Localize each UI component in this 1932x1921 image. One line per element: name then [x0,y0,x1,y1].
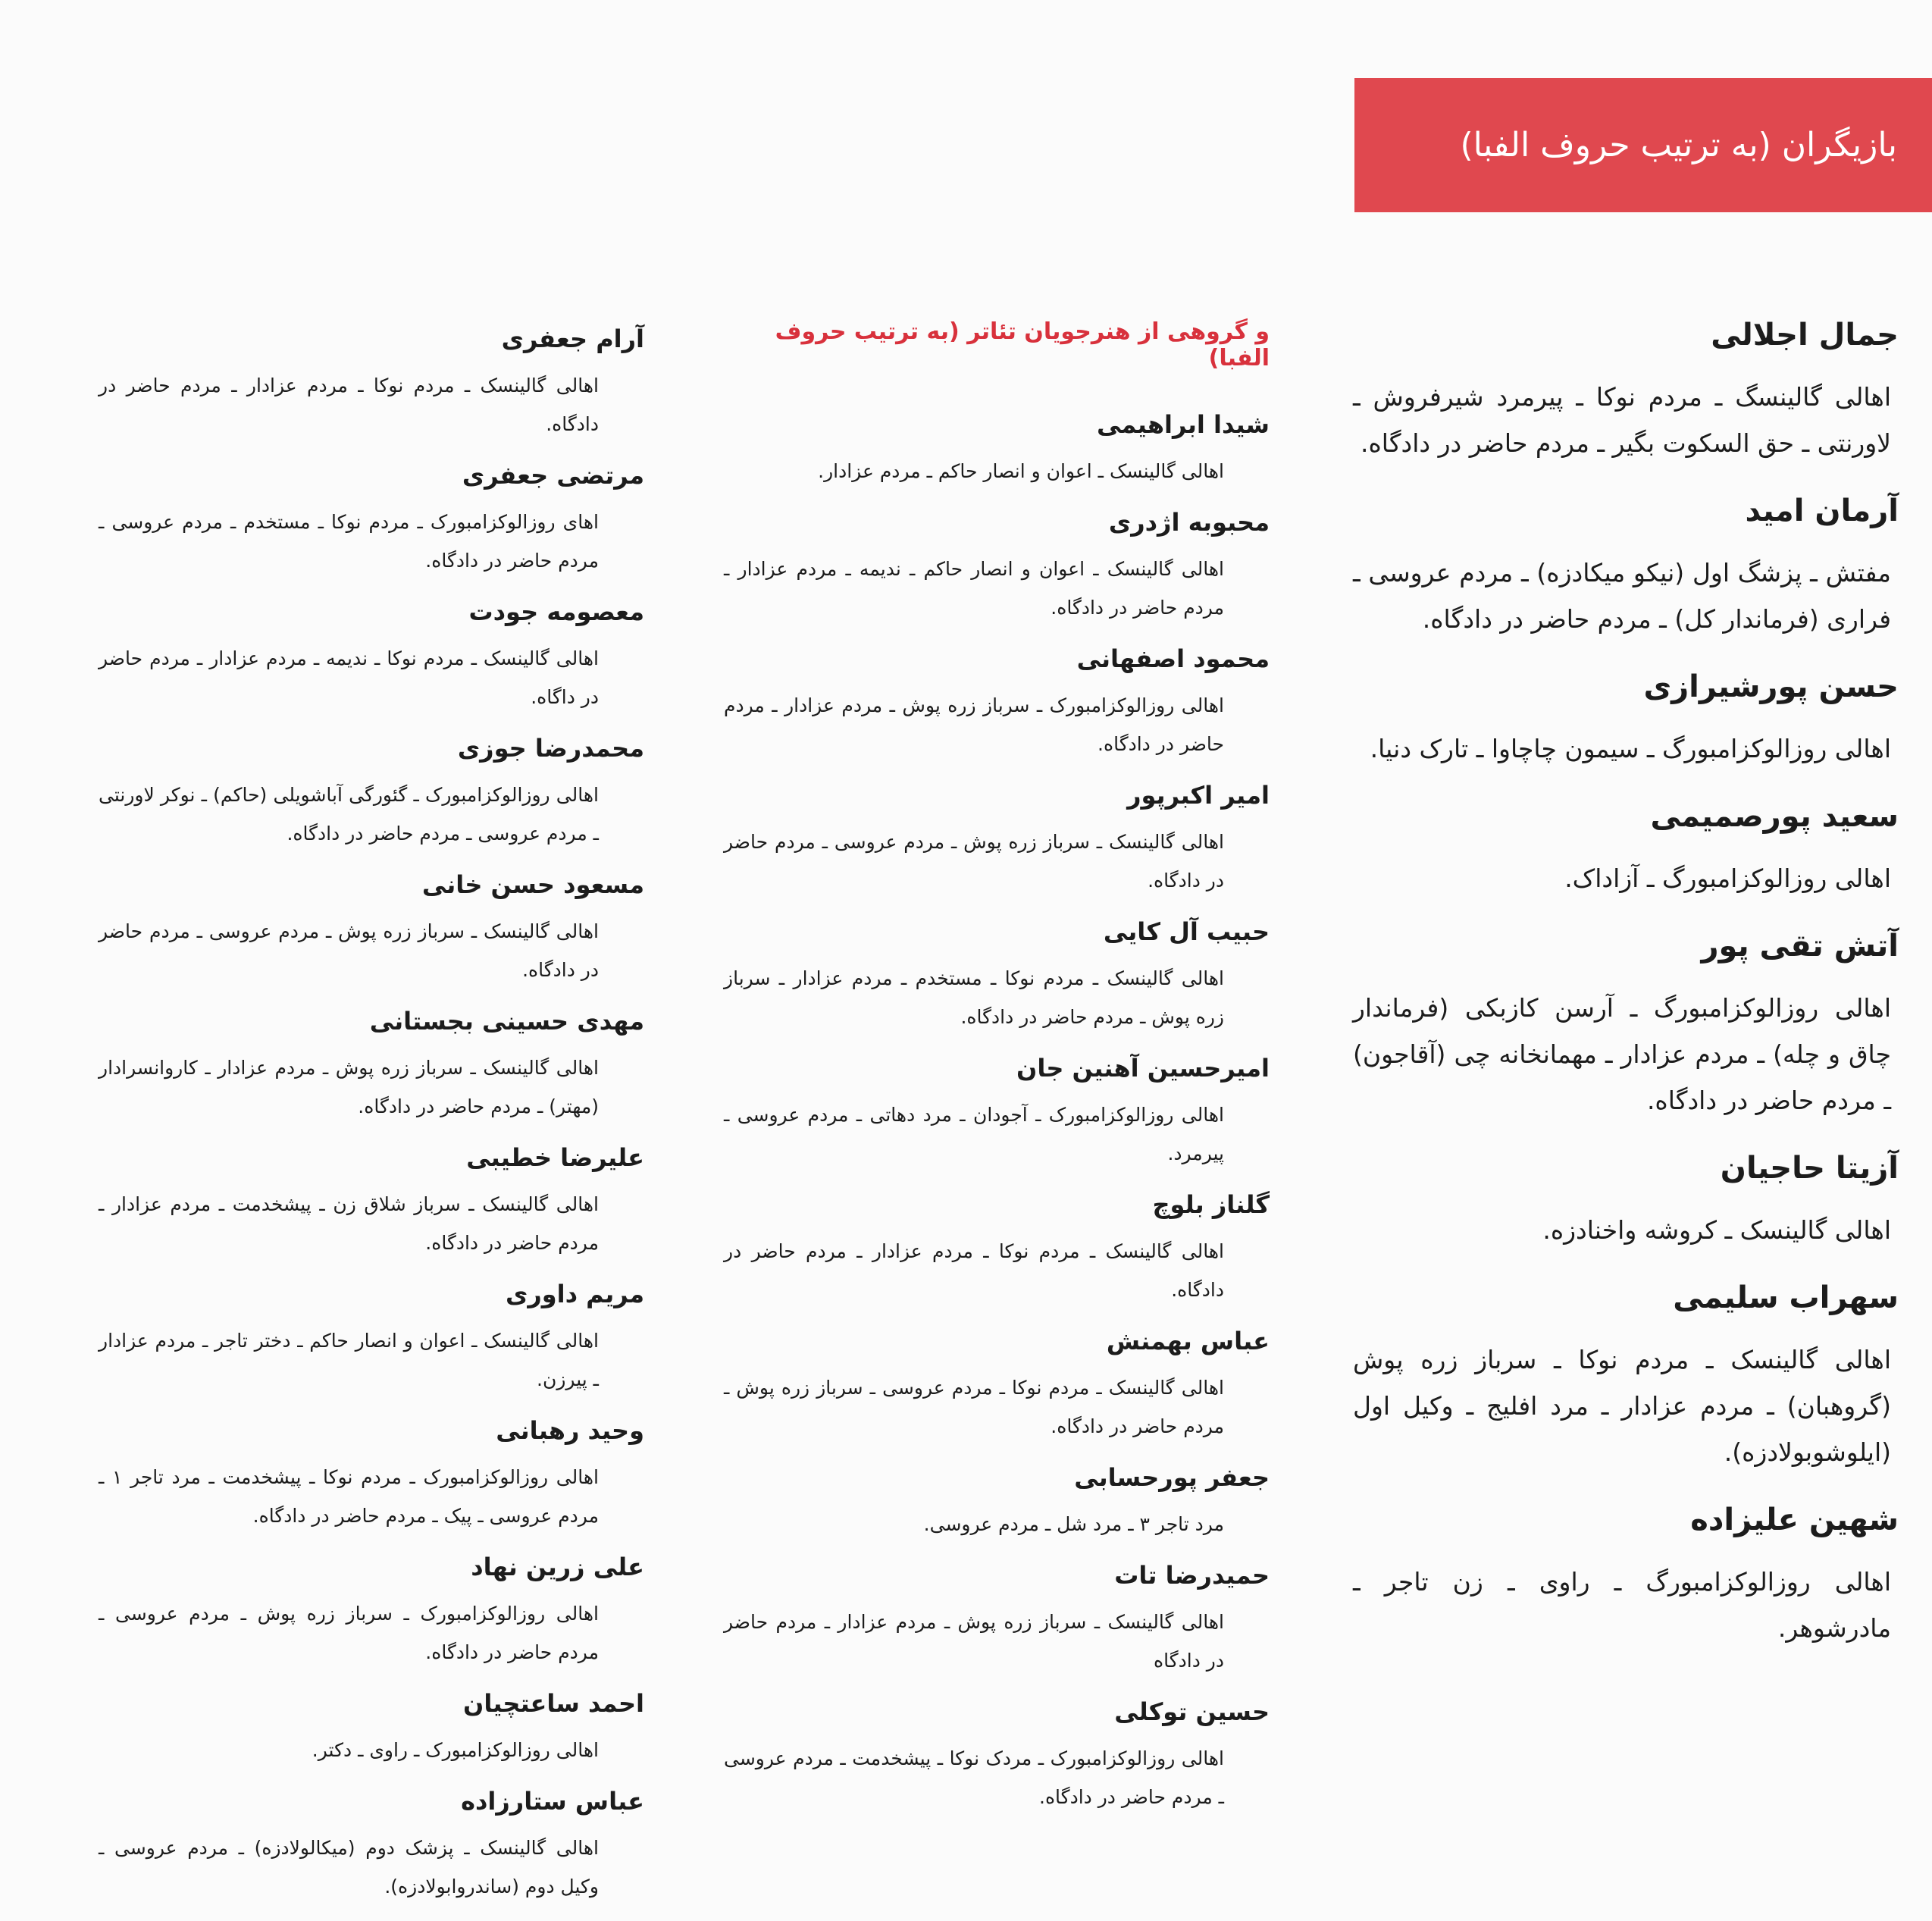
cast-column-left [99,322,644,1921]
actor-name: عباس بهمنش [1106,1327,1270,1355]
actor-name: معصومه جودت [468,597,644,626]
actor-roles: اهالی روزالوکزامبورگ ـ راوی ـ زن تاجر ـ مادرشوهر. [1353,1567,1891,1643]
cast-entry [724,1051,1270,1173]
cast-entry [1353,490,1899,642]
actor-roles: اهالی گالینسک ـ پزشک دوم (میکالولادزه) ـ مردم عروسی ـ وکیل دوم (ساندروابولادزه). [99,1837,599,1897]
actor-name: آرام جعفری [501,324,644,353]
cast-entry [99,1004,644,1126]
actor-name: مرتضی جعفری [462,461,644,490]
actor-name: مسعود حسن خانی [421,870,644,899]
cast-entry [1353,1148,1899,1253]
cast-entry [724,1559,1270,1680]
actor-roles: اهالی گالینسک ـ مردم نوکا ـ مردم عزادار ـ مردم حاضر در دادگاه. [99,374,599,435]
actor-roles: اهالی روزالوکزامبورگ ـ آزاداک. [1564,863,1891,893]
actor-roles: اهالی روزالوکزامبورک ـ راوی ـ دکتر. [312,1739,599,1761]
actor-name: علی زرین نهاد [471,1553,644,1581]
actor-roles: اهالی روزالوکزامبورک ـ سرباز زره پوش ـ مردم عروسی ـ مردم حاضر در دادگاه. [99,1603,599,1663]
actor-name: وحید رهبانی [496,1416,644,1445]
cast-entry [1353,666,1899,772]
actor-roles: اهالی گالینسک ـ سرباز زره پوش ـ مردم عروسی ـ مردم حاضر در دادگاه. [99,920,599,981]
actor-roles: اهالی گالینسک ـ اعوان و انصار حاکم ـ دختر تاجر ـ مردم عزادار ـ پیرزن. [99,1330,599,1390]
cast-entry [1353,796,1899,901]
actor-roles: مرد تاجر ۳ ـ مرد شل ـ مردم عروسی. [923,1513,1224,1535]
actor-name: احمد ساعتچیان [463,1689,644,1718]
actor-name: عباس ستارزاده [461,1787,644,1816]
cast-column-middle [724,318,1270,1832]
cast-column-right [1353,315,1899,1675]
actor-roles: اهالی روزالوکزامبورگ ـ سیمون چاچاوا ـ تارک دنیا. [1370,734,1891,763]
actor-roles: اهالی روزالوکزامبورک ـ گئورگی آباشویلی (حاکم) ـ نوکر لاورنتی ـ مردم عروسی ـ مردم حاضر در دادگاه. [99,784,599,845]
actor-roles: اهالی گالینسک ـ اعوان و انصار حاکم ـ ندیمه ـ مردم عزادار ـ مردم حاضر در دادگاه. [724,558,1224,619]
cast-entry [724,1695,1270,1816]
cast-entry [99,1414,644,1535]
cast-entry [1353,926,1899,1123]
cast-entry [724,779,1270,900]
actor-roles: اهای روزالوکزامبورک ـ مردم نوکا ـ مستخدم ـ مردم عروسی ـ مردم حاضر در دادگاه. [99,511,599,572]
cast-entry [99,1687,644,1769]
actor-name: سعید پورصمیمی [1650,799,1899,834]
actor-roles: اهالی روزالوکزامبورک ـ سرباز زره پوش ـ مردم عزادار ـ مردم حاضر در دادگاه. [724,694,1224,755]
actor-roles: اهالی گالینسک ـ سرباز زره پوش ـ مردم عزادار ـ کاروانسرادار (مهتر) ـ مردم حاضر در دادگاه. [99,1057,599,1117]
actor-roles: اهالی گالینسک ـ اعوان و انصار حاکم ـ مردم عزادار. [818,460,1224,482]
cast-entry [724,1188,1270,1309]
cast-entry [99,1785,644,1906]
actor-roles: اهالی روزالوکزامبورک ـ آجودان ـ مرد دهاتی ـ مردم عروسی ـ پیرمرد. [724,1104,1224,1164]
actor-name: جمال اجلالی [1711,318,1899,353]
actor-roles: اهالی گالینسک ـ مردم نوکا ـ سرباز زره پوش (گروهبان) ـ مردم عزادار ـ مرد افلیج ـ وکیل اول (ایلوشوبولادزه). [1353,1345,1891,1467]
actor-name: مهدی حسینی بجستانی [369,1007,644,1036]
cast-entry [724,408,1270,490]
actor-name: حبیب آل کایی [1103,917,1270,946]
actor-roles: مفتش ـ پزشگ اول (نیکو میکادزه) ـ مردم عروسی ـ فراری (فرماندار کل) ـ مردم حاضر در دادگاه. [1353,558,1891,634]
cast-entry [99,1141,644,1262]
actor-name: علیرضا خطیبی [466,1143,644,1172]
actor-name: حمیدرضا تات [1114,1561,1270,1590]
actor-name: شیدا ابراهیمی [1096,410,1270,439]
actor-name: آتش تقی پور [1701,929,1899,964]
cast-entry [1353,315,1899,466]
actor-roles: اهالی گالینسک ـ کروشه واخنادزه. [1542,1215,1891,1245]
actor-roles: اهالی روزالوکزامبورگ ـ آرسن کازبکی (فرماندار چاق و چله) ـ مردم عزادار ـ مهمانخانه چی (آقاجون) ـ مردم حاضر در دادگاه. [1353,993,1891,1115]
actor-name: امیرحسین آهنین جان [1016,1054,1270,1083]
actor-name: محمدرضا جوزی [457,734,644,763]
actor-name: شهین علیزاده [1690,1503,1899,1537]
students-subtitle: و گروهی از هنرجویان تئاتر (به ترتیب حروف الفبا) [775,318,1270,371]
actor-name: مریم داوری [506,1280,644,1308]
actor-name: گلناز بلوچ [1152,1190,1270,1219]
actor-roles: اهالی گالینسک ـ سرباز زره پوش ـ مردم عزادار ـ مردم حاضر در دادگاه [724,1611,1224,1672]
cast-entry [1353,1500,1899,1651]
actor-name: محمود اصفهانی [1076,644,1270,673]
header-title: بازیگران (به ترتیب حروف الفبا) [1460,126,1897,165]
actor-roles: اهالی گالینسک ـ مردم نوکا ـ مستخدم ـ مردم عزادار ـ سرباز زره پوش ـ مردم حاضر در دادگاه. [724,967,1224,1028]
actor-name: آرمان امید [1745,494,1899,528]
actor-name: حسن پورشیرازی [1643,669,1899,704]
cast-entry [99,1550,644,1672]
cast-entry [724,506,1270,627]
cast-entry [724,1324,1270,1446]
actor-name: امیر اکبرپور [1127,781,1270,810]
cast-entry [99,868,644,989]
cast-entry [99,459,644,580]
actor-name: سهراب سلیمی [1673,1280,1899,1315]
actor-name: حسین توکلی [1114,1697,1270,1726]
cast-entry [99,1277,644,1399]
cast-entry [99,732,644,853]
actor-roles: اهالی گالینسک ـ مردم نوکا ـ مردم عزادار ـ مردم حاضر در دادگاه. [724,1240,1224,1301]
actor-roles: اهالی روزالوکزامبورک ـ مردک نوکا ـ پیشخدمت ـ مردم عروسی ـ مردم حاضر در دادگاه. [724,1747,1224,1808]
cast-entry [99,322,644,443]
actor-roles: اهالی روزالوکزامبورک ـ مردم نوکا ـ پیشخدمت ـ مرد تاجر ۱ ـ مردم عروسی ـ پیک ـ مردم حاضر در دادگاه. [99,1466,599,1527]
cast-entry [724,1461,1270,1543]
cast-entry [1353,1277,1899,1475]
header-banner [1354,78,1932,212]
actor-roles: اهالی گالینسک ـ سرباز زره پوش ـ مردم عروسی ـ مردم حاضر در دادگاه. [724,831,1224,892]
actor-roles: اهالی گالینسک ـ سرباز شلاق زن ـ پیشخدمت ـ مردم عزادار ـ مردم حاضر در دادگاه. [99,1193,599,1254]
actor-name: آزیتا حاجیان [1720,1151,1899,1186]
cast-entry [724,915,1270,1036]
actor-roles: اهالی گالینسک ـ مردم نوکا ـ مردم عروسی ـ سرباز زره پوش ـ مردم حاضر در دادگاه. [724,1377,1224,1437]
actor-name: جعفر پورحسابی [1074,1463,1270,1492]
actor-roles: اهالی گالینسک ـ مردم نوکا ـ ندیمه ـ مردم عزادار ـ مردم حاضر در داگاه. [99,647,599,708]
cast-entry [724,642,1270,763]
actor-roles: اهالی گالینسگ ـ مردم نوکا ـ پیرمرد شیرفروش ـ لاورنتی ـ حق السکوت بگیر ـ مردم حاضر در دادگاه. [1353,382,1891,458]
cast-entry [99,595,644,716]
actor-name: محبوبه اژدری [1108,508,1270,537]
